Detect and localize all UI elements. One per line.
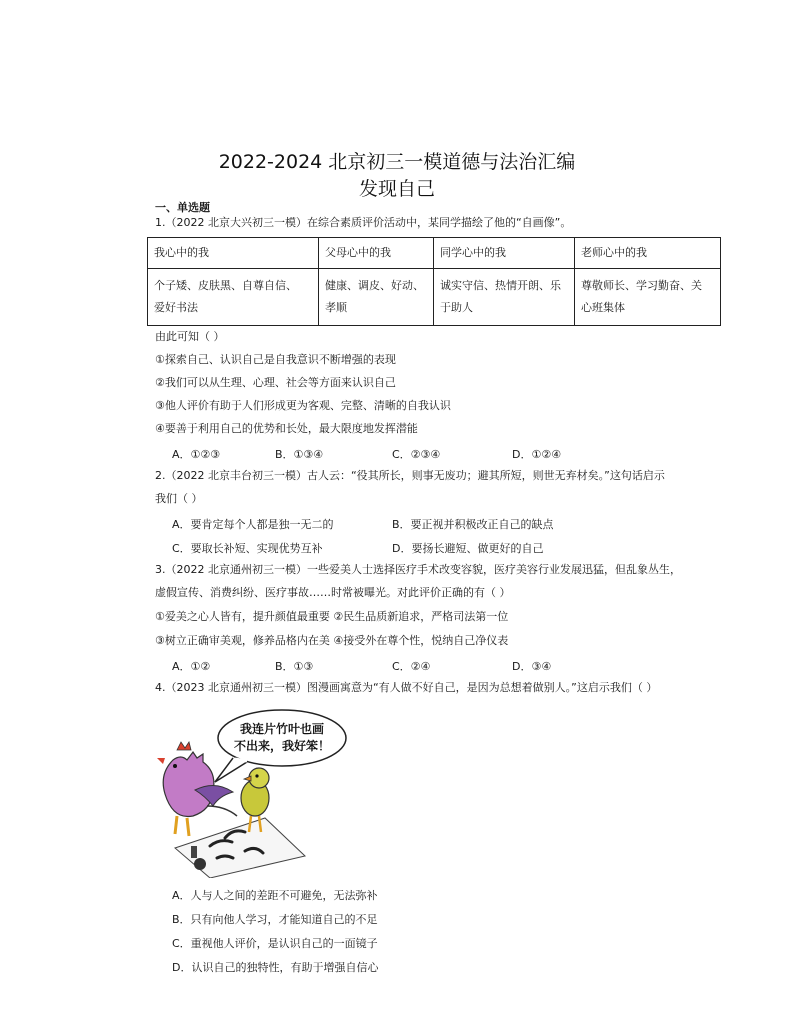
q2-option-d: D．要扬长避短、做更好的自己 [392,542,544,555]
q2-option-a: A．要肯定每个人都是独一无二的 [172,518,334,531]
q4-cartoon-illustration [155,706,385,878]
q1-cell-classmates-line2: 于助人 [440,301,473,314]
q1-cell-teachers [575,269,721,326]
q1-table [147,237,721,326]
q1-cell-self-line2: 爱好书法 [154,301,198,314]
q1-header-self: 我心中的我 [148,238,319,269]
q4-stem: 4.（2023 北京通州初三一模）图漫画寓意为“有人做不好自己，是因为总想着做别人。”这启示我们（ ） [155,681,658,694]
q2-stem-line1: 2.（2022 北京丰台初三一模）古人云：“役其所长，则事无废功；避其所短，则世无弃材矣。”这句话启示 [155,469,665,482]
q1-option-a: A．①②③ [172,448,221,461]
q1-cell-self-line1: 个子矮、皮肤黑、自尊自信、 [154,279,297,292]
ink-bottle-icon [191,846,197,858]
section-heading: 一、单选题 [155,201,210,214]
q1-cell-parents-line2: 孝顺 [325,301,347,314]
q3-option-d: D．③④ [512,660,552,673]
q1-option-b: B．①③④ [275,448,324,461]
q1-table-row [148,269,721,326]
q4-option-b: B．只有向他人学习，才能知道自己的不足 [172,913,378,926]
q1-cell-classmates-line1: 诚实守信、热情开朗、乐 [440,279,561,292]
q1-cell-self [148,269,319,326]
q3-items-line2: ③树立正确审美观，修养品格内在美 ④接受外在尊个性，悦纳自己净仪表 [155,634,509,647]
q2-option-c: C．要取长补短、实现优势互补 [172,542,323,555]
q4-option-a: A．人与人之间的差距不可避免，无法弥补 [172,889,378,902]
q1-header-teachers: 老师心中的我 [575,238,721,269]
q3-stem-line2: 虚假宣传、消费纠纷、医疗事故……时常被曝光。对此评价正确的有（ ） [155,586,511,599]
q1-option-c: C．②③④ [392,448,441,461]
q1-header-classmates: 同学心中的我 [434,238,575,269]
q1-cell-teachers-line1: 尊敬师长、学习勤奋、关 [581,279,702,292]
q3-stem-line1: 3.（2022 北京通州初三一模）一些爱美人士选择医疗手术改变容貌，医疗美容行业发展迅猛，但乱象丛生， [155,563,681,576]
speech-bubble [215,710,346,782]
q3-option-a: A．①② [172,660,211,673]
q2-option-b: B．要正视并积极改正自己的缺点 [392,518,554,531]
rooster-figure [157,742,237,836]
q4-option-c: C．重视他人评价，是认识自己的一面镜子 [172,937,378,950]
q1-header-parents: 父母心中的我 [319,238,434,269]
q3-option-b: B．①③ [275,660,314,673]
q1-item-4: ④要善于利用自己的优势和长处，最大限度地发挥潜能 [155,422,418,435]
q1-cell-parents-line1: 健康、调皮、好动、 [325,279,424,292]
q1-item-2: ②我们可以从生理、心理、社会等方面来认识自己 [155,376,396,389]
bubble-text-line2: 不出来，我好笨！ [233,739,331,753]
bubble-text-line1: 我连片竹叶也画 [239,722,325,736]
painting-paper [175,818,305,878]
q1-cell-classmates [434,269,575,326]
q1-option-d: D．①②④ [512,448,562,461]
q1-table-header-row [148,238,721,269]
q1-item-3: ③他人评价有助于人们形成更为客观、完整、清晰的自我认识 [155,399,451,412]
q3-option-c: C．②④ [392,660,431,673]
q1-cell-parents [319,269,434,326]
document-title: 2022-2024 北京初三一模道德与法治汇编 [218,151,576,173]
q1-cell-teachers-line2: 心班集体 [581,301,625,314]
q1-prompt: 由此可知（ ） [155,330,225,343]
q2-stem-line2: 我们（ ） [155,492,203,505]
q1-item-1: ①探索自己、认识自己是自我意识不断增强的表现 [155,353,396,366]
q4-option-d: D．认识自己的独特性，有助于增强自信心 [172,961,379,974]
document-subtitle: 发现自己 [358,178,435,200]
q1-stem: 1.（2022 北京大兴初三一模）在综合素质评价活动中，某同学描绘了他的“自画像”。 [155,216,572,229]
q3-items-line1: ①爱美之心人皆有，提升颜值最重要 ②民生品质新追求，严格司法第一位 [155,610,509,623]
ink-stone-icon [194,858,206,870]
